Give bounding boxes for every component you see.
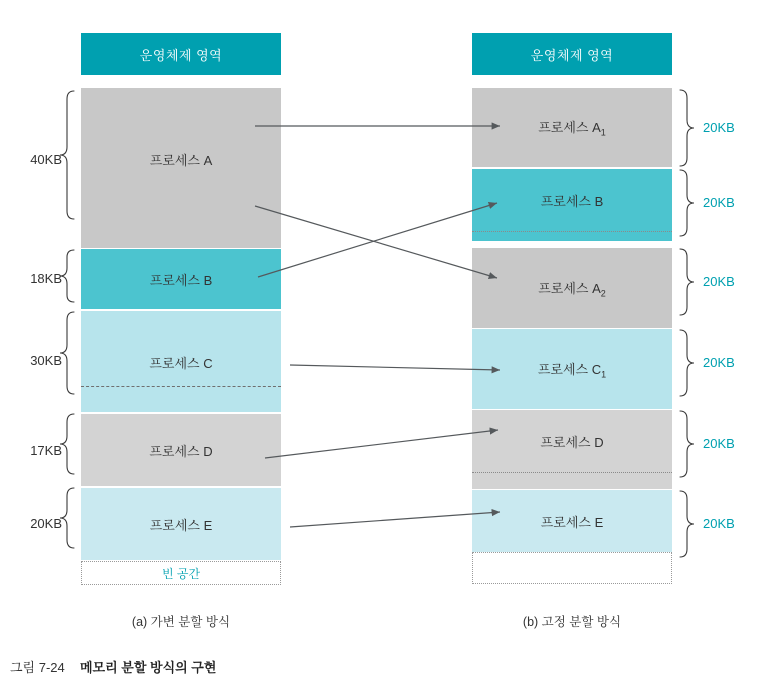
right-size-label-5: 20KB [703,436,735,451]
right-block-process-c1 [472,329,672,409]
arrow-b-to-b [258,203,497,277]
right-size-label-2: 20KB [703,195,735,210]
right-block-process-e [472,490,672,552]
right-brace-3 [680,249,694,315]
right-block-a1-label: 프로세스 A [538,120,601,136]
left-brace-30kb [60,312,74,394]
right-block-d-dotted [472,472,672,473]
right-block-a1-sub: 1 [600,127,606,138]
left-size-label-17kb: 17KB [30,443,62,458]
left-block-e-label: 프로세스 E [149,517,213,533]
right-block-process-a1 [472,88,672,167]
right-brace-1 [680,90,694,166]
left-block-a-label-bg [81,149,281,169]
right-brace-2 [680,170,694,236]
left-brace-18kb [60,250,74,302]
left-size-label-20kb: 20KB [30,516,62,531]
left-block-b-label: 프로세스 B [149,272,213,288]
left-block-process-b [81,249,281,309]
right-block-e-slack [472,552,672,584]
figure-title: 메모리 분할 방식의 구현 [80,660,217,675]
arrow-e-to-e [290,512,500,527]
right-block-b-dotted [472,231,672,232]
left-block-process-d [81,414,281,486]
left-brace-group [60,91,74,548]
right-block-a2-label: 프로세스 A [538,280,601,296]
left-os-area-header: 운영체제 영역 [81,33,281,75]
right-block-d-slack [472,472,672,489]
right-block-c1-sub: 1 [601,369,607,380]
arrow-a-to-a2 [255,206,497,278]
arrow-c-to-c1 [290,365,500,370]
right-block-b-label: 프로세스 B [540,193,604,209]
left-size-label-30kb: 30KB [30,353,62,368]
left-brace-40kb [60,91,74,219]
right-size-label-1: 20KB [703,120,735,135]
left-empty-space: 빈 공간 [81,561,281,585]
figure-caption [10,657,216,676]
right-brace-5 [680,411,694,477]
right-block-b-slack [472,231,672,241]
right-brace-6 [680,491,694,557]
left-block-d-label: 프로세스 D [149,443,213,459]
left-block-c-label: 프로세스 C [149,355,213,371]
right-size-label-3: 20KB [703,274,735,289]
arrow-d-to-d [265,430,498,458]
left-block-process-e [81,488,281,560]
left-brace-17kb [60,414,74,474]
figure-number: 그림 7-24 [10,660,65,675]
right-block-e-label: 프로세스 E [540,514,604,530]
left-brace-20kb [60,488,74,548]
left-panel-caption: (a) 가변 분할 방식 [131,615,231,629]
right-block-process-d [472,410,672,472]
right-size-label-4: 20KB [703,355,735,370]
right-block-d-label: 프로세스 D [540,434,604,450]
left-block-c-label-wrap [81,352,281,372]
right-panel-caption: (b) 고정 분할 방식 [522,615,622,629]
right-block-c1-label: 프로세스 C [537,361,602,377]
left-size-label-40kb: 40KB [30,152,62,167]
right-brace-4 [680,330,694,396]
right-brace-group [680,90,694,557]
right-block-a2-sub: 2 [600,288,606,299]
left-size-label-18kb: 18KB [30,271,62,286]
left-block-a-label: 프로세스 A [149,152,213,168]
right-block-process-a2 [472,248,672,328]
right-os-area-header: 운영체제 영역 [472,33,672,75]
right-block-process-b [472,169,672,231]
left-block-c-divider [81,386,281,387]
right-size-label-6: 20KB [703,516,735,531]
